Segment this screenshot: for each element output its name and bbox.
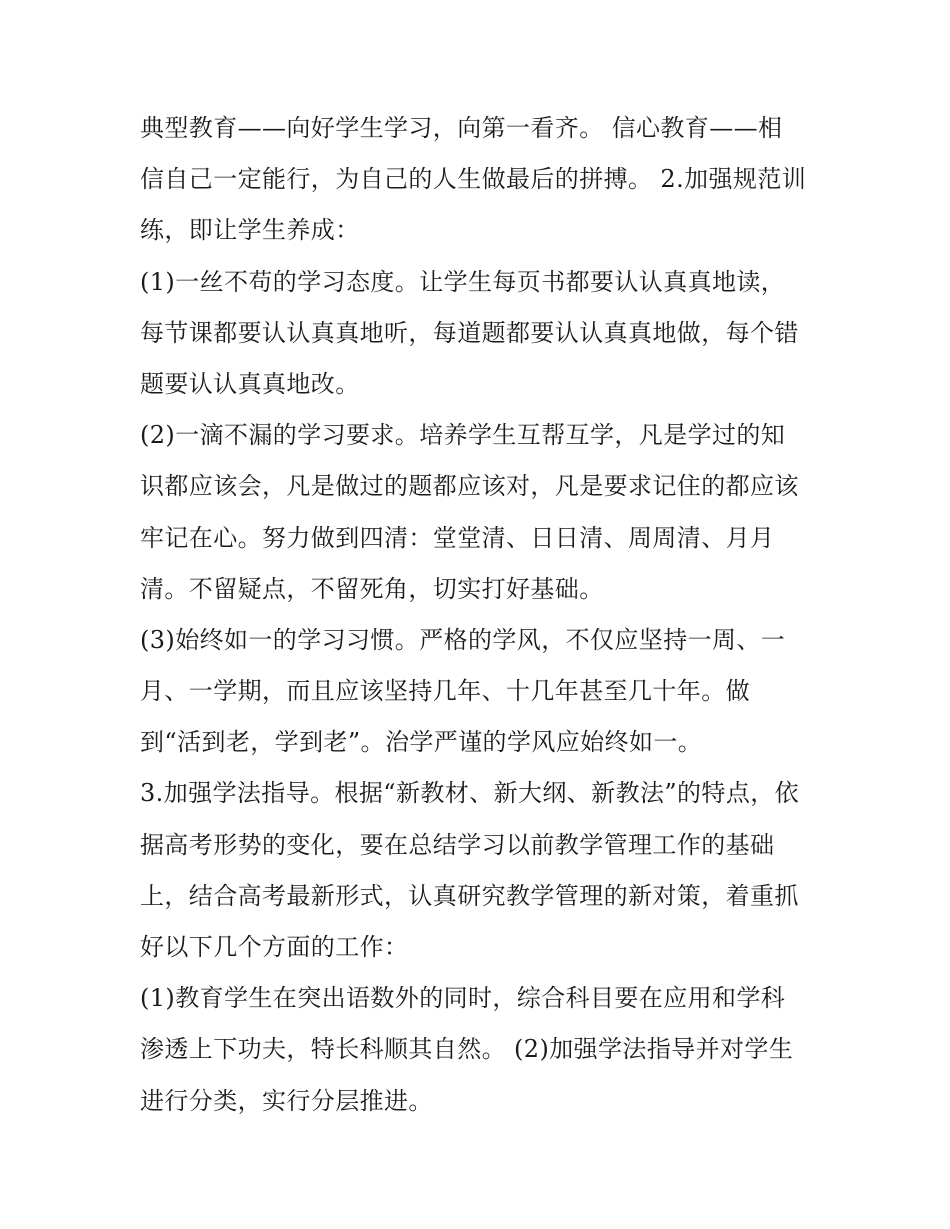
text-line: 好以下几个方面的工作： bbox=[140, 933, 409, 961]
text-line: 渗透上下功夫，特长科顺其自然。 (2)加强学法指导并对学生 bbox=[140, 1035, 794, 1064]
text-line: 月、一学期，而且应该坚持几年、十几年甚至几十年。做 bbox=[140, 677, 750, 706]
text-line: 识都应该会，凡是做过的题都应该对，凡是要求记住的都应该 bbox=[140, 472, 799, 501]
text-line: (3)始终如一的学习习惯。严格的学风，不仅应坚持一周、一 bbox=[140, 625, 786, 654]
document-body bbox=[140, 103, 815, 1127]
text-line: 据高考形势的变化，要在总结学习以前教学管理工作的基础 bbox=[140, 830, 775, 859]
text-line: 上，结合高考最新形式，认真研究教学管理的新对策，着重抓 bbox=[140, 881, 799, 910]
text-line: 3.加强学法指导。根据“新教材、新大纲、新教法”的特点，依 bbox=[140, 779, 800, 808]
text-line: (2)一滴不漏的学习要求。培养学生互帮互学，凡是学过的知 bbox=[140, 421, 786, 450]
text-line: 到“活到老，学到老”。治学严谨的学风应始终如一。 bbox=[140, 728, 703, 757]
text-line: 典型教育——向好学生学习，向第一看齐。 信心教育——相 bbox=[140, 114, 783, 142]
text-line: 信自己一定能行，为自己的人生做最后的拼搏。 2.加强规范训 bbox=[140, 165, 807, 194]
text-line: 题要认认真真地改。 bbox=[140, 369, 360, 398]
text-line: 每节课都要认认真真地听，每道题都要认认真真地做，每个错 bbox=[140, 318, 799, 347]
text-line: 进行分类，实行分层推进。 bbox=[140, 1086, 433, 1115]
text-line: (1)一丝不苟的学习态度。让学生每页书都要认认真真地读， bbox=[140, 267, 786, 296]
text-line: 牢记在心。努力做到四清：堂堂清、日日清、周周清、月月 bbox=[140, 523, 775, 552]
text-line: 练，即让学生养成： bbox=[140, 216, 360, 245]
text-line: 清。不留疑点，不留死角，切实打好基础。 bbox=[140, 574, 604, 603]
text-line: (1)教育学生在突出语数外的同时，综合科目要在应用和学科 bbox=[140, 984, 786, 1013]
